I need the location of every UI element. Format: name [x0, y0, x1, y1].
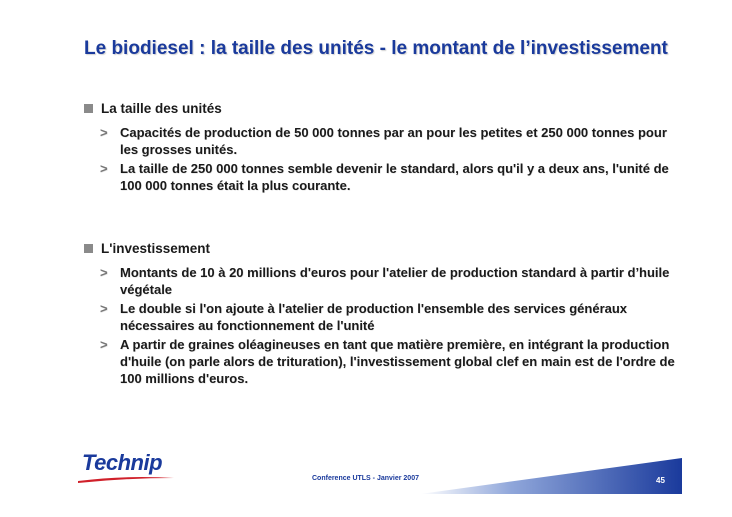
slide-title: Le biodiesel : la taille des unités - le montant de l’investissement	[84, 38, 668, 59]
conference-label: Conference UTLS - Janvier 2007	[312, 475, 419, 482]
chevron-right-icon: >	[100, 125, 108, 140]
chevron-right-icon: >	[100, 301, 108, 316]
logo-swoosh-icon	[76, 474, 176, 484]
list-item	[84, 264, 684, 298]
section-heading-text: La taille des unités	[101, 100, 222, 116]
square-bullet-icon	[84, 244, 93, 253]
bullet-list	[84, 124, 684, 194]
bullet-text: La taille de 250 000 tonnes semble devenir le standard, alors qu'il y a deux ans, l'unité de 100 000 tonnes était la plus courante.	[120, 161, 669, 193]
section-unit-size	[84, 98, 684, 196]
bullet-text: Capacités de production de 50 000 tonnes par an pour les petites et 250 000 tonnes pour les grosses unités.	[120, 125, 667, 157]
technip-logo: Technip	[82, 450, 163, 475]
section-heading	[84, 238, 684, 258]
list-item	[84, 300, 684, 334]
list-item	[84, 336, 684, 387]
list-item	[84, 160, 684, 194]
bullet-list	[84, 264, 684, 387]
section-heading	[84, 98, 684, 118]
section-investment	[84, 238, 684, 389]
list-item	[84, 124, 684, 158]
section-heading-text: L'investissement	[101, 240, 211, 256]
chevron-right-icon: >	[100, 265, 108, 280]
chevron-right-icon: >	[100, 337, 108, 352]
bullet-text: Le double si l'on ajoute à l'atelier de production l'ensemble des services généraux nécessaires au fonctionnement de l'unité	[120, 301, 628, 333]
square-bullet-icon	[84, 104, 93, 113]
page-number: 45	[656, 476, 665, 485]
bullet-text: A partir de graines oléagineuses en tant que matière première, en intégrant la production d'huile (on parle alors de trituration), l'investissement global clef en main est de l'ordre de 100 millions d'euros.	[120, 337, 675, 386]
footer-wedge	[420, 456, 682, 494]
chevron-right-icon: >	[100, 161, 108, 176]
bullet-text: Montants de 10 à 20 millions d'euros pour l'atelier de production standard à partir d’huile végétale	[120, 265, 670, 297]
